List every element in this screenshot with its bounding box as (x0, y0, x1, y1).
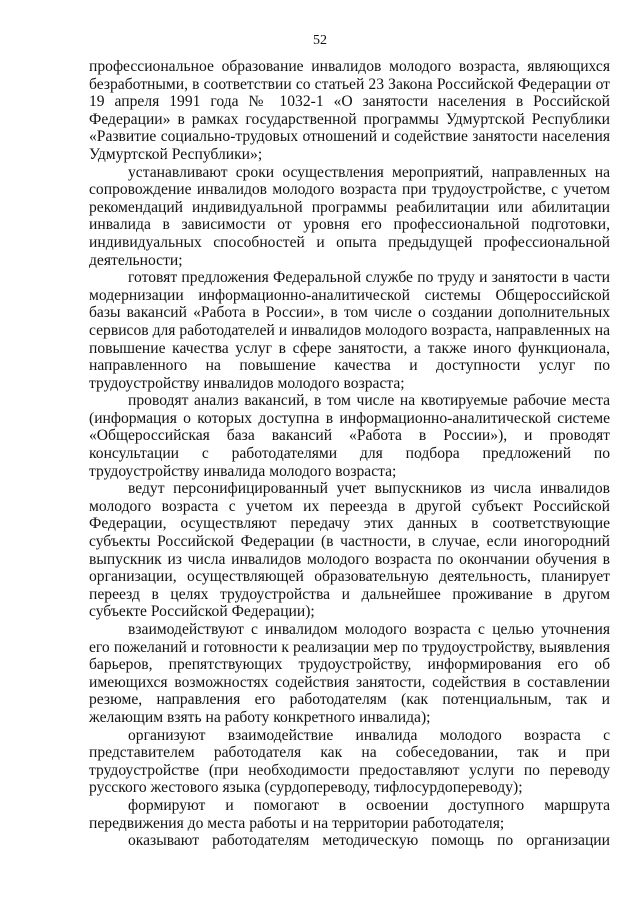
paragraph: готовят предложения Федеральной службе по труду и занятости в части модернизации информационно-аналитической системы Общероссийской базы вакансий «Работа в России», в том числе о создании дополнительных сервисов для работодателей и инвалидов молодого возраста, направленных на повышение качества услуг в сфере занятости, а также иного функционала, направленного на повышение качества и доступности услуг по трудоустройству инвалидов молодого возраста; (89, 269, 610, 392)
paragraph: ведут персонифицированный учет выпускников из числа инвалидов молодого возраста с учетом их переезда в другой субъект Российской Федерации, осуществляют передачу этих данных в соответствующие субъекты Российской Федерации (в частности, в случае, если иногородний выпускник из числа инвалидов молодого возраста по окончании обучения в организации, осуществляющей образовательную деятельность, планирует переезд в целях трудоустройства и дальнейшее проживание в другом субъекте Российской Федерации); (89, 480, 610, 621)
paragraph: проводят анализ вакансий, в том числе на квотируемые рабочие места (информация о которых доступна в информационно-аналитической системе «Общероссийская база вакансий «Работа в России»), и проводят консультации с работодателями для подбора предложений по трудоустройству инвалида молодого возраста; (89, 392, 610, 480)
document-body (89, 58, 610, 850)
paragraph-truncated: оказывают работодателям методическую помощь по организации (128, 832, 610, 850)
paragraph: взаимодействуют с инвалидом молодого возраста с целью уточнения его пожеланий и готовности к реализации мер по трудоустройству, выявления барьеров, препятствующих трудоустройству, информирования его об имеющихся возможностях содействия занятости, содействия в составлении резюме, направления его работодателям (как потенциальным, так и желающим взять на работу конкретного инвалида); (89, 621, 610, 726)
paragraph: формируют и помогают в освоении доступного маршрута передвижения до места работы и на территории работодателя; (89, 796, 610, 832)
paragraph: организуют взаимодействие инвалида молодого возраста с представителем работодателя как на собеседовании, так и при трудоустройстве (при необходимости предоставляют услуги по переводу русского жестового языка (сурдопереводу, тифлосурдопереводу); (89, 726, 610, 797)
paragraph: устанавливают сроки осуществления мероприятий, направленных на сопровождение инвалидов молодого возраста при трудоустройстве, с учетом рекомендаций индивидуальной программы реабилитации или абилитации инвалида в зависимости от уровня его профессиональной подготовки, индивидуальных способностей и опыта предыдущей профессиональной деятельности; (89, 163, 610, 269)
paragraph-continuation: профессиональное образование инвалидов молодого возраста, являющихся безработными, в соответствии со статьей 23 Закона Российской Федерации от 19 апреля 1991 года № 1032-1 «О занятости населения в Российской Федерации» в рамках государственной программы Удмуртской Республики «Развитие социально-трудовых отношений и содействие занятости населения Удмуртской Республики»; (89, 58, 610, 163)
page-number: 52 (313, 33, 327, 48)
